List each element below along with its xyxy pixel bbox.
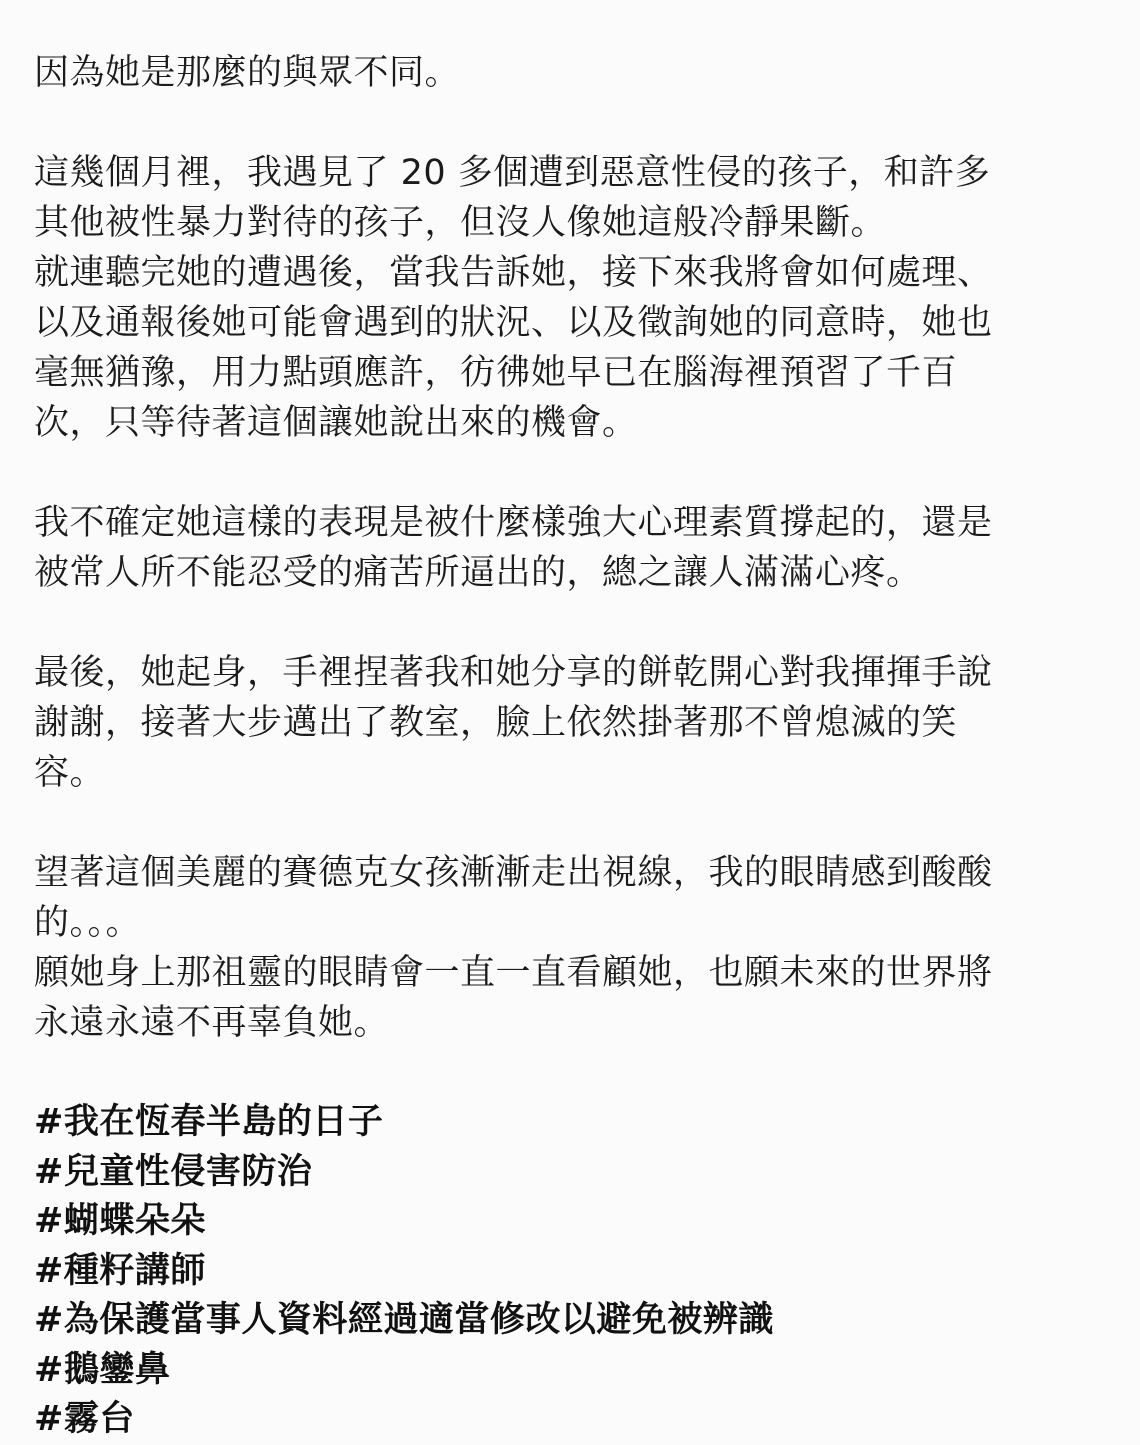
post-body [34,48,1114,1445]
hashtag-link[interactable]: #種籽講師 [34,1250,206,1291]
post-paragraph-5: 望著這個美麗的賽德克女孩漸漸走出視線，我的眼睛感到酸酸 的。。。 願她身上那祖靈的眼睛會一直一直看顧她，也願未來的世界將 永遠永遠不再辜負她。 [34,853,993,1043]
hashtag-list [34,1098,1114,1445]
hashtag-link[interactable]: #霧台 [34,1399,135,1439]
post-paragraph-3: 我不確定她這樣的表現是被什麼樣強大心理素質撐起的，還是 被常人所不能忍受的痛苦所逼出的，總之讓人滿滿心疼。 [34,503,993,593]
post-paragraph-2: 這幾個月裡，我遇見了 20 多個遭到惡意性侵的孩子，和許多 其他被性暴力對待的孩子，但沒人像她這般冷靜果斷。 就連聽完她的遭遇後，當我告訴她，接下來我將會如何處理、 以及通報後她可能會遇到的狀況、以及徵詢她的同意時，她也 毫無猶豫，用力點頭應許，彷彿她早已在腦海裡預習了千百 次，只等待著這個讓她說出來的機會。 [34,153,993,443]
hashtag-link[interactable]: #為保護當事人資料經過適當修改以避免被辨識 [34,1300,774,1340]
post-paragraph-4: 最後，她起身，手裡捏著我和她分享的餅乾開心對我揮揮手說 謝謝，接著大步邁出了教室，臉上依然掛著那不曾熄滅的笑 容。 [34,653,993,793]
post-paragraph-1: 因為她是那麼的與眾不同。 [34,53,461,93]
hashtag-link[interactable]: #鵝鑾鼻 [34,1349,171,1390]
hashtag-link[interactable]: #我在恆春半島的日子 [34,1102,384,1142]
hashtag-link[interactable]: #兒童性侵害防治 [34,1151,313,1192]
hashtag-link[interactable]: #蝴蝶朵朵 [34,1201,206,1241]
